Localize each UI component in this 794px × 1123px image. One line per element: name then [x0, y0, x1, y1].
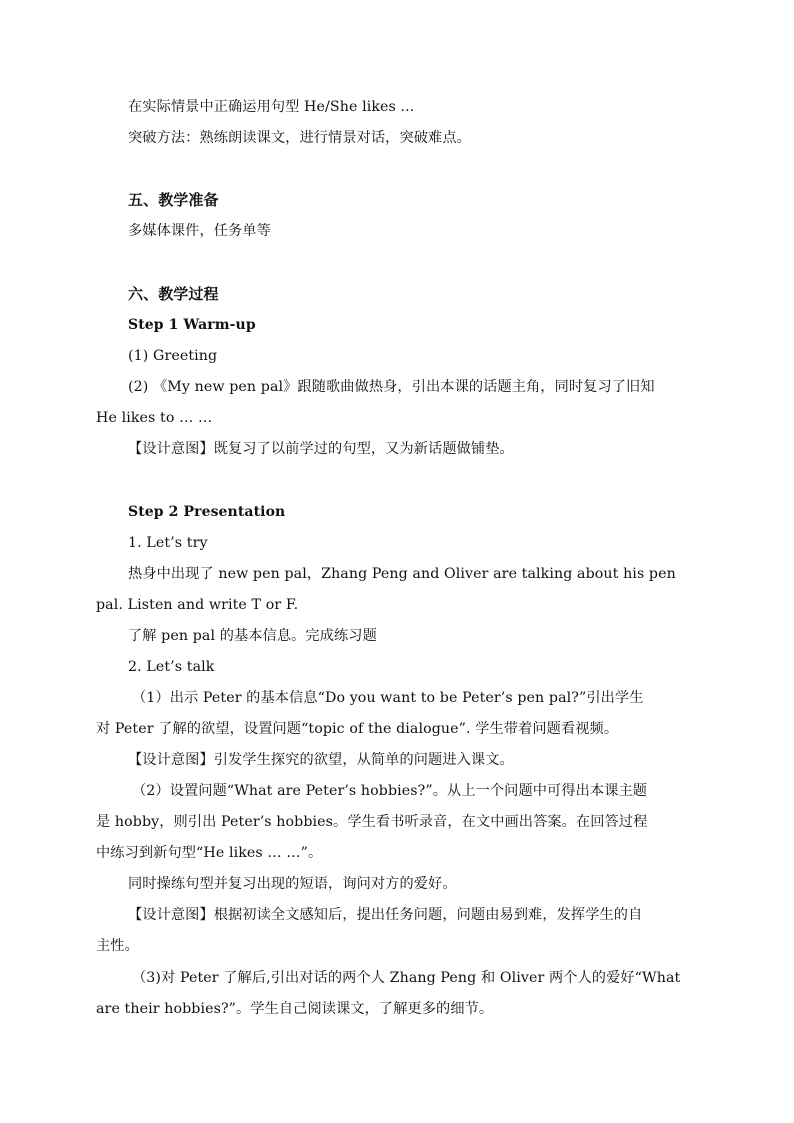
text-line: are their hobbies?”。学生自己阅读课文，了解更多的细节。 [96, 1001, 494, 1017]
text-line: 是 hobby，则引出 Peter’s hobbies。学生看书听录音，在文中画出答案。在回答过程 [96, 814, 648, 830]
text-line: 【设计意图】引发学生探究的欲望，从简单的问题进入课文。 [128, 752, 514, 768]
step-heading: Step 1 Warm-up [128, 317, 256, 333]
text-line: 对 Peter 了解的欲望，设置问题“topic of the dialogue”. 学生带着问题看视频。 [96, 721, 619, 737]
text-line: 1. Let’s try [128, 535, 208, 551]
text-line: 【设计意图】既复习了以前学过的句型，又为新话题做铺垫。 [128, 441, 514, 457]
text-line: 中练习到新句型“He likes … …”。 [96, 845, 323, 861]
text-line: 突破方法：熟练朗读课文，进行情景对话，突破难点。 [128, 130, 471, 146]
text-line: 了解 pen pal 的基本信息。完成练习题 [128, 628, 377, 644]
text-line: （3)对 Peter 了解后,引出对话的两个人 Zhang Peng 和 Oliver 两个人的爱好“What [132, 970, 681, 986]
section-heading: 五、教学准备 [128, 191, 219, 209]
text-line: 热身中出现了 new pen pal，Zhang Peng and Oliver are talking about his pen [128, 566, 676, 582]
section-heading: 六、教学过程 [128, 285, 219, 303]
text-line: 【设计意图】根据初读全文感知后，提出任务问题，问题由易到难，发挥学生的自 [128, 907, 643, 923]
text-line: 2. Let’s talk [128, 659, 215, 675]
text-line: 同时操练句型并复习出现的短语，询问对方的爱好。 [128, 876, 457, 892]
text-line: 主性。 [96, 938, 139, 954]
text-line: 在实际情景中正确运用句型 He/She likes ... [128, 99, 415, 115]
text-line: pal. Listen and write T or F. [96, 597, 299, 613]
text-line: （1）出示 Peter 的基本信息“Do you want to be Peter’s pen pal?”引出学生 [132, 690, 644, 706]
text-line: (2) 《My new pen pal》跟随歌曲做热身，引出本课的话题主角，同时复习了旧知 [128, 379, 655, 395]
text-line: （2）设置问题“What are Peter’s hobbies?”。从上一个问题中可得出本课主题 [132, 783, 648, 799]
step-heading: Step 2 Presentation [128, 504, 286, 520]
text-line: (1) Greeting [128, 348, 218, 364]
text-line: He likes to … … [96, 410, 213, 426]
text-line: 多媒体课件，任务单等 [128, 223, 271, 239]
